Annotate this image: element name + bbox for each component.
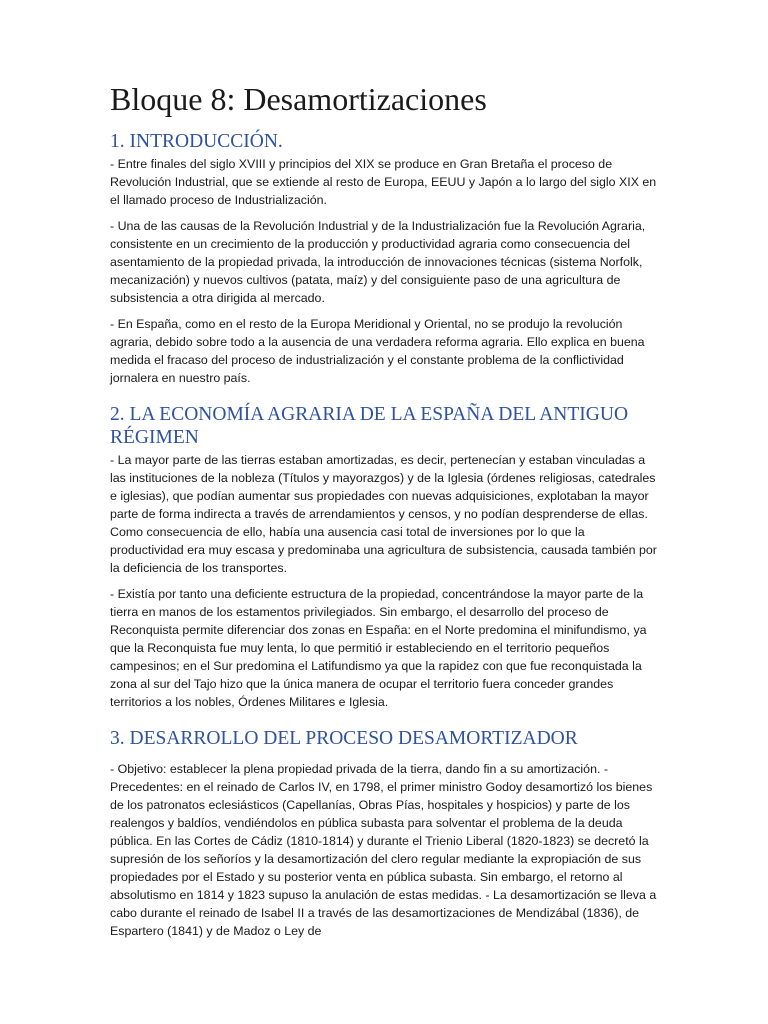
section-heading: 2. LA ECONOMÍA AGRARIA DE LA ESPAÑA DEL ANTIGUO RÉGIMEN (110, 404, 629, 449)
section-introduccion (110, 130, 660, 387)
paragraph: - Una de las causas de la Revolución Industrial y de la Industrialización fue la Revolución Agraria, consistente en un crecimiento de la producción y productividad agraria como consecuencia del asentamiento de la propiedad privada, la introducción de innovaciones técnicas (sistema Norfolk, mecanización) y nuevos cultivos (patata, maíz) y del consiguiente paso de una agricultura de subsistencia a otra dirigida al mercado. (110, 219, 646, 306)
section-proceso-desamortizador (110, 727, 660, 940)
paragraph: - La mayor parte de las tierras estaban amortizadas, es decir, pertenecían y estaban vinculadas a las instituciones de la nobleza (Títulos y mayorazgos) y de la Iglesia (órdenes religiosas, catedrales e iglesias), que podían aumentar sus propiedades con nuevas adquisiciones, explotaban la mayor parte de forma indirecta a través de arrendamientos y censos, y no podían desprenderse de ellas. Como consecuencia de ello, había una ausencia casi total de inversiones por lo que la productividad era muy escasa y predominaba una agricultura de subsistencia, causada también por la deficiencia de los transportes. (110, 453, 657, 576)
section-heading: 1. INTRODUCCIÓN. (110, 131, 283, 153)
section-heading: 3. DESARROLLO DEL PROCESO DESAMORTIZADOR (110, 728, 578, 750)
paragraph: - Existía por tanto una deficiente estructura de la propiedad, concentrándose la mayor parte de la tierra en manos de los estamentos privilegiados. Sin embargo, el desarrollo del proceso de Reconquista permite diferenciar dos zonas en España: en el Norte predomina el minifundismo, ya que la Reconquista fue muy lenta, lo que permitió ir estableciendo en el territorio pequeños campesinos; en el Sur predomina el Latifundismo ya que la rapidez con que fue reconquistada la zona al sur del Tajo hizo que la única manera de ocupar el territorio fuera conceder grandes territorios a los nobles, Órdenes Militares e Iglesia. (110, 587, 647, 710)
paragraph: - Objetivo: establecer la plena propiedad privada de la tierra, dando fin a su amortización. - Precedentes: en el reinado de Carlos IV, en 1798, el primer ministro Godoy desamortizó los bienes de los patronatos eclesiásticos (Capellanías, Obras Pías, hospitales y hospicios) y parte de los realengos y baldíos, vendiéndolos en pública subasta para solventar el problema de la deuda pública. En las Cortes de Cádiz (1810-1814) y durante el Trienio Liberal (1820-1823) se decretó la supresión de los señoríos y la desamortización del clero regular mediante la expropiación de sus propiedades por el Estado y su posterior venta en pública subasta. Sin embargo, el retorno al absolutismo en 1814 y 1823 supuso la anulación de estas medidas. - La desamortización se lleva a cabo durante el reinado de Isabel II a través de las desamortizaciones de Mendizábal (1836), de Espartero (1841) y de Madoz o Ley de (110, 762, 657, 939)
document-page (110, 80, 660, 954)
paragraph: - Entre finales del siglo XVIII y principios del XIX se produce en Gran Bretaña el proceso de Revolución Industrial, que se extiende al resto de Europa, EEUU y Japón a lo largo del siglo XIX en el llamado proceso de Industrialización. (110, 157, 657, 208)
paragraph: - En España, como en el resto de la Europa Meridional y Oriental, no se produjo la revolución agraria, debido sobre todo a la ausencia de una verdadera reforma agraria. Ello explica en buena medida el fracaso del proceso de industrialización y el constante problema de la conflictividad jornalera en nuestro país. (110, 317, 645, 386)
section-economia-agraria (110, 403, 660, 711)
document-title: Bloque 8: Desamortizaciones (110, 81, 487, 117)
